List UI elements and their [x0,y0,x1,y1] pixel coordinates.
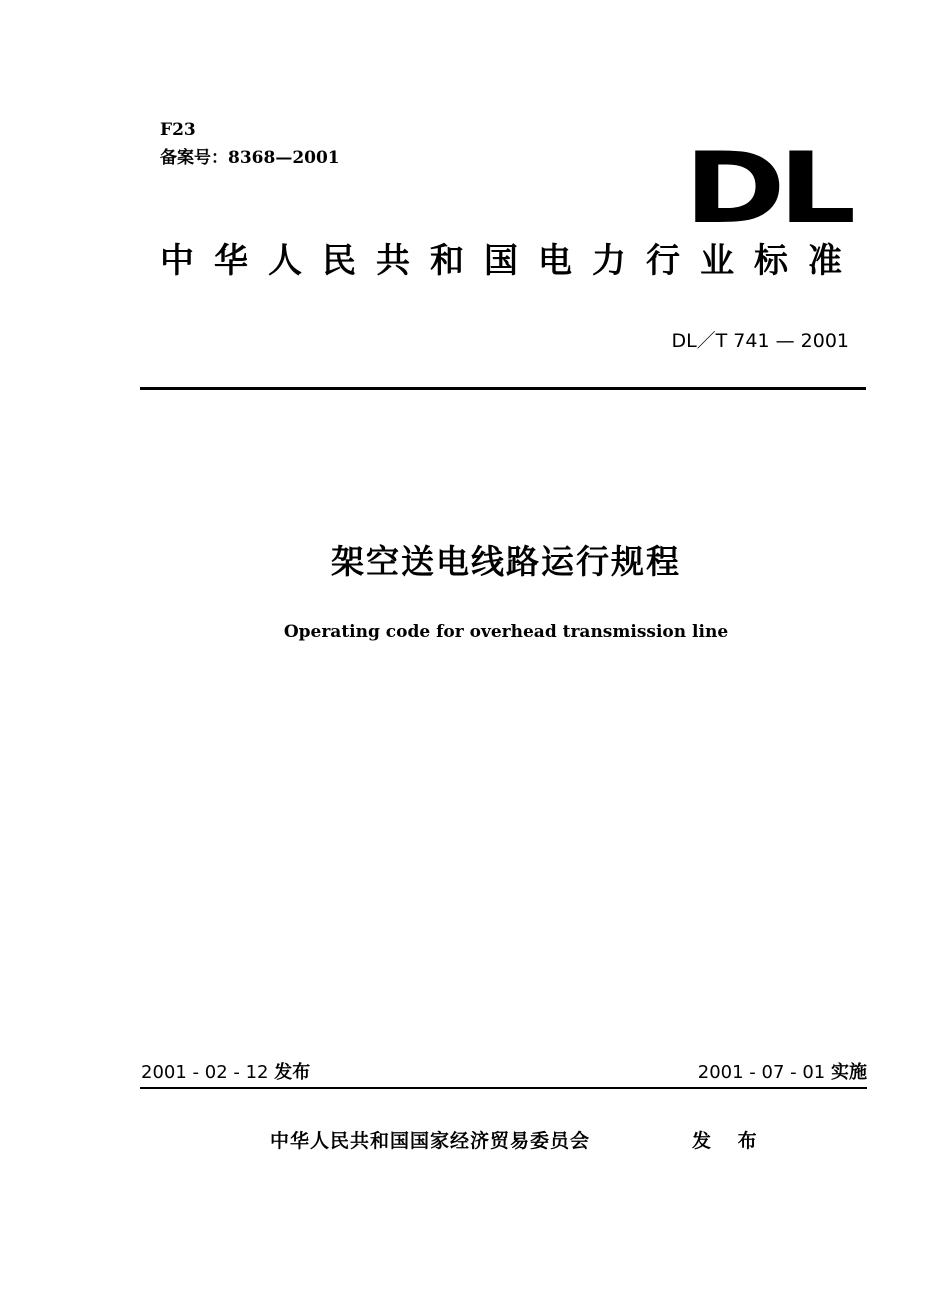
classification-code: F23 [160,120,196,140]
effective-date: 2001 - 07 - 01 [697,1062,826,1083]
effective-label: 实施 [831,1062,867,1083]
publish-action: 发 布 [692,1130,767,1152]
publisher-name: 中华人民共和国国家经济贸易委员会 [270,1130,591,1152]
top-divider [140,387,866,390]
effective-date-block [698,1064,867,1082]
bottom-divider [140,1087,867,1089]
document-title-english: Operating code for overhead transmission line [283,622,729,642]
record-number: 备案号：8368—2001 [160,148,340,168]
issued-date-block [141,1064,310,1082]
standard-code: DL／T 741 — 2001 [671,330,849,352]
standard-title: 中华人民共和国电力行业标准 [160,241,862,281]
dl-logo: DL [684,132,849,246]
issued-date: 2001 - 02 - 12 [141,1062,269,1083]
issued-label: 发布 [274,1062,311,1083]
document-title-chinese: 架空送电线路运行规程 [331,542,681,581]
